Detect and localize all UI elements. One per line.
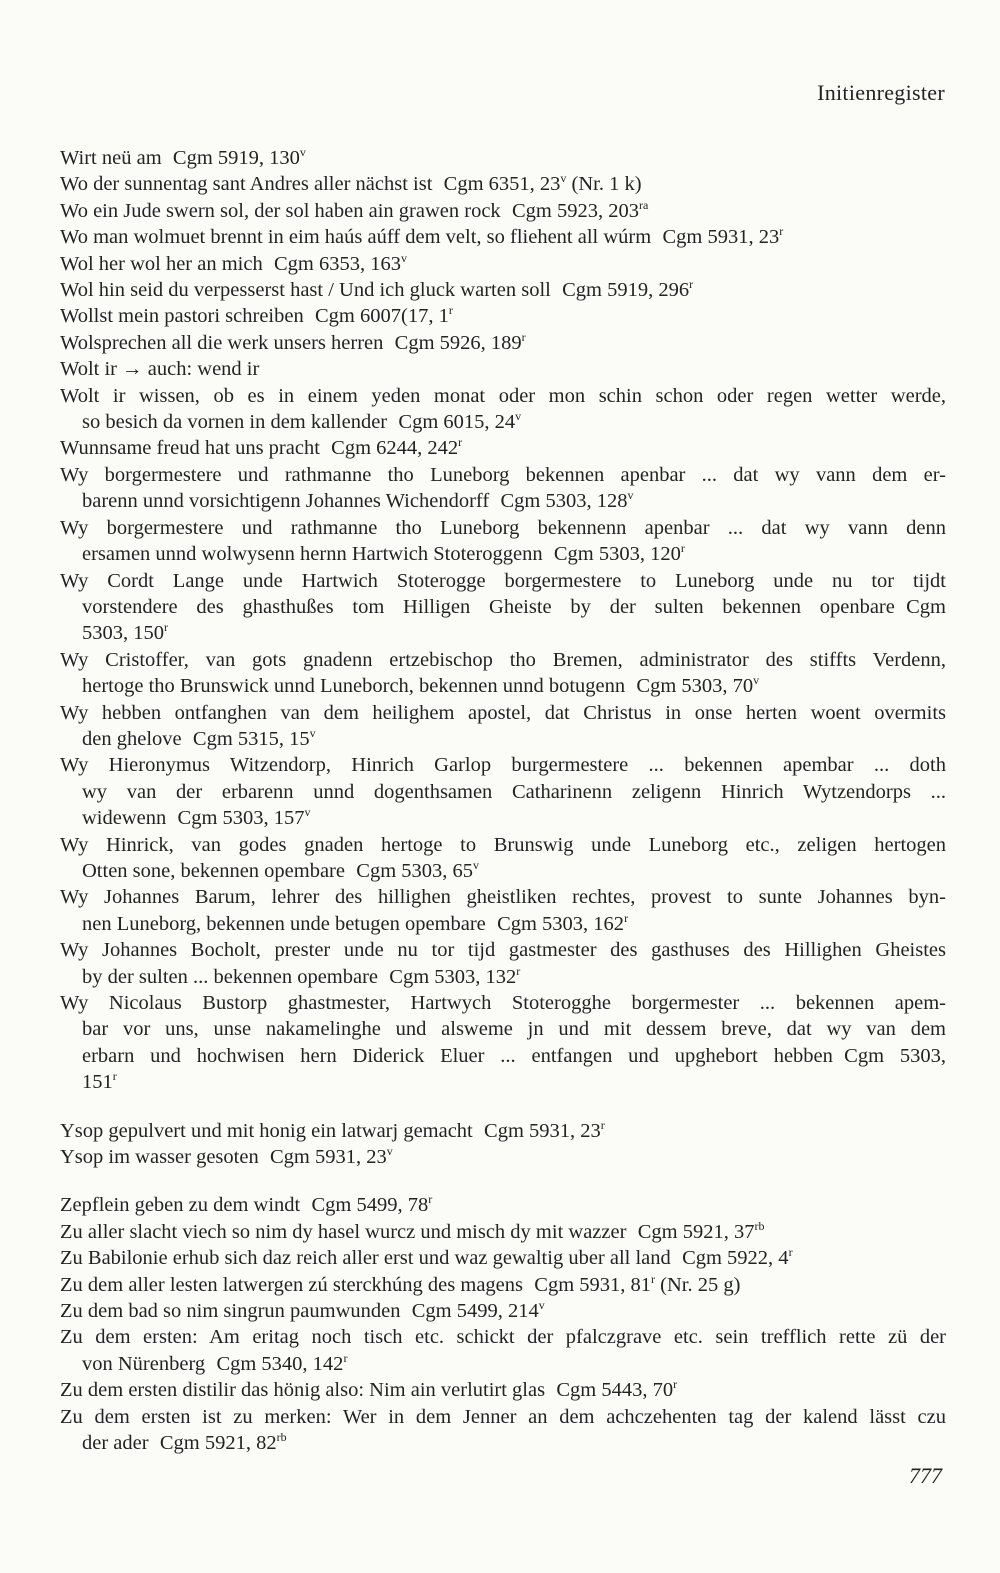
incipit-text: so besich da vornen in dem kallender [82,411,388,434]
incipit-text: wy van der erbarenn unnd dogenthsamen Catharinenn zeligenn Hinrich Wytzendorps ... [82,780,946,803]
register-entry [60,1298,946,1324]
folio-side: r [112,1069,117,1084]
register-entry [60,1219,946,1245]
entry-line [60,1245,946,1271]
manuscript-reference: Cgm 5303, 157 [177,807,305,830]
incipit-text: Wy Johannes Bocholt, prester unde nu tor tijd gastmester des gasthuses des Hillighen Gheistes [60,939,946,962]
incipit-text: Wy Hieronymus Witzendorp, Hinrich Garlop burgermestere ... bekennen apembar ... doth [60,754,946,777]
entry-line [60,383,946,409]
incipit-text: ersamen unnd wolwysenn hernn Hartwich Stoteroggenn [82,543,543,566]
entry-line [60,1069,946,1095]
incipit-text: by der sulten ... bekennen opembare [82,965,379,988]
register-entry [60,937,946,990]
manuscript-reference: Cgm 6353, 163 [273,252,401,275]
manuscript-reference: Cgm 5303, 120 [553,543,681,566]
incipit-text: (Nr. 25 g) [655,1273,741,1296]
folio-side: v [538,1298,545,1313]
entry-line [60,515,946,541]
folio-side: r [516,963,521,978]
register-entry [60,303,946,329]
entry-line [60,1430,946,1456]
manuscript-reference: Cgm 5919, 130 [172,147,300,169]
entry-line [60,964,946,990]
register-entry [60,647,946,700]
folio-side: r [779,224,784,239]
incipit-text: Zu dem ersten distilir das hönig also: Nim ain verlutirt glas [60,1379,546,1402]
entry-line [60,145,946,171]
register-entry [60,1245,946,1271]
folio-side: v [400,250,407,265]
folio-side: v [627,488,634,503]
incipit-text: Zu dem aller lesten latwergen zú sterckhúng des magens [60,1273,523,1296]
manuscript-reference: Cgm 5303, 65 [356,859,474,882]
incipit-text: Zu Babilonie erhub sich daz reich aller erst und waz gewaltig uber all land [60,1247,671,1270]
incipit-text: widewenn [82,807,167,830]
folio-side: r [624,910,629,925]
incipit-text: Ysop gepulvert und mit honig ein latwarj gemacht [60,1119,473,1142]
entry-line [60,409,946,435]
folio-side: ra [638,197,649,212]
folio-side: v [299,145,306,159]
register-entry [60,1192,946,1218]
register-section [60,145,946,1096]
folio-side: v [473,857,480,872]
incipit-text: erbarn und hochwisen hern Diderick Eluer ... entfangen und upghebort hebben [82,1044,833,1067]
incipit-text: Wy hebben ontfanghen van dem heilighem apostel, dat Christus in onse herten woent overmits [60,701,946,724]
manuscript-reference: Cgm 6015, 24 [398,411,516,434]
manuscript-reference: Cgm 5921, 37 [637,1220,755,1243]
register-entry [60,435,946,461]
entry-line [60,647,946,673]
register-entry [60,568,946,647]
incipit-text: von Nürenberg [82,1352,206,1375]
entry-line [60,356,946,382]
entry-line [60,779,946,805]
register-entry [60,251,946,277]
entry-line [60,1118,946,1144]
entry-line [60,488,946,514]
folio-side: r [689,277,694,292]
folio-side: v [304,805,311,820]
manuscript-reference: Cgm [906,595,946,618]
manuscript-reference: Cgm 5303, 162 [497,912,625,935]
entry-line [60,700,946,726]
entry-line [60,1404,946,1430]
register-entry [60,990,946,1096]
manuscript-reference: Cgm 5923, 203 [511,199,639,222]
manuscript-reference: Cgm 5315, 15 [192,727,310,750]
manuscript-reference: Cgm 5931, 23 [662,226,780,249]
running-head-title: Initienregister [817,80,945,105]
incipit-text: Wy borgermestere und rathmanne tho Luneborg bekennenn apenbar ... dat wy vann denn [60,516,946,539]
incipit-text: Wollst mein pastori schreiben [60,305,304,328]
incipit-text: Wolt ir wissen, ob es in einem yeden monat oder mon schin schon oder regen wetter werde, [60,384,946,407]
folio-side: v [560,171,567,186]
entry-line [60,224,946,250]
manuscript-reference: Cgm 5499, 214 [411,1300,539,1323]
folio-side: r [521,329,526,344]
register-section [60,1118,946,1171]
incipit-text: 5303, 150 [82,622,164,645]
manuscript-reference: Cgm 5931, 81 [534,1273,652,1296]
register-entry [60,171,946,197]
incipit-text: 151 [82,1071,113,1094]
folio-side: r [680,541,685,556]
manuscript-reference: Cgm 5303, [844,1044,946,1067]
manuscript-reference: Cgm 5303, 70 [636,675,754,698]
entry-line [60,884,946,910]
register-entry [60,1324,946,1377]
incipit-text: Wol hin seid du verpesserst hast / Und ich gluck warten soll [60,279,551,302]
folio-side: r [651,1271,656,1286]
entry-line [60,752,946,778]
incipit-text: den ghelove [82,727,182,750]
entry-line [60,435,946,461]
incipit-text: nen Luneborg, bekennen unde betugen opembare [82,912,486,935]
manuscript-reference: Cgm 5499, 78 [311,1194,429,1217]
register-entry [60,1377,946,1403]
entry-line [60,726,946,752]
entry-line [60,937,946,963]
entry-line [60,673,946,699]
incipit-text: Zepflein geben zu dem windt [60,1194,301,1217]
incipit-text: (Nr. 1 k) [566,173,642,196]
folio-side: v [386,1144,393,1159]
entry-line [60,1144,946,1170]
folio-side: r [600,1117,605,1132]
folio-side: rb [754,1218,765,1233]
entry-line [60,1272,946,1298]
incipit-text: Wo ein Jude swern sol, der sol haben ain grawen rock [60,199,501,222]
incipit-text: vorstendere des ghasthußes tom Hilligen Gheiste by der sulten bekennen openbare [82,595,895,618]
entry-line [60,858,946,884]
entry-line [60,1043,946,1069]
entry-line [60,832,946,858]
register-entry [60,752,946,831]
register-entry [60,700,946,753]
register-entry [60,356,946,382]
register-entry [60,224,946,250]
manuscript-reference: Cgm 5443, 70 [556,1379,674,1402]
register-entry [60,462,946,515]
folio-side: r [458,435,463,450]
entry-line [60,1298,946,1324]
entry-line [60,541,946,567]
incipit-text: barenn unnd vorsichtigenn Johannes Wichendorff [82,490,490,513]
register-entry [60,330,946,356]
incipit-text: Zu dem ersten: Am eritag noch tisch etc. schickt der pfalczgrave etc. sein trefflich rette zü der [60,1326,946,1349]
manuscript-reference: Cgm 5303, 128 [500,490,628,513]
manuscript-reference: Cgm 6007(17, 1 [315,305,449,328]
incipit-text: Zu dem bad so nim singrun paumwunden [60,1300,401,1323]
entry-line [60,1192,946,1218]
incipit-text: Wolt ir → auch: wend ir [60,358,260,381]
folio-side: r [343,1350,348,1365]
incipit-text: Wol her wol her an mich [60,252,263,275]
manuscript-reference: Cgm 5931, 23 [269,1146,387,1169]
manuscript-reference: Cgm 5340, 142 [216,1352,344,1375]
register-entry [60,1404,946,1457]
register-entry [60,1118,946,1144]
entry-line [60,1351,946,1377]
incipit-text: Wolsprechen all die werk unsers herren [60,331,384,354]
incipit-text: Wirt neü am [60,147,162,169]
register-entries [60,145,946,1457]
folio-side: r [673,1377,678,1392]
entry-line [60,198,946,224]
folio-side: r [448,303,453,318]
incipit-text: Wo der sunnentag sant Andres aller nächst ist [60,173,433,196]
incipit-text: Otten sone, bekennen opembare [82,859,345,882]
entry-line [60,805,946,831]
register-section [60,1192,946,1456]
folio-side: v [753,673,760,688]
manuscript-reference: Cgm 6244, 242 [331,437,459,460]
register-entry [60,884,946,937]
folio-side: r [164,620,168,635]
incipit-text: bar vor uns, unse nakamelinghe und alsweme jn und mit dessem breve, dat wy van dem [82,1018,946,1041]
page-number: 777 [909,1463,942,1488]
folio-side: r [788,1245,793,1260]
folio-side: v [309,725,316,740]
incipit-text: Wy Johannes Barum, lehrer des hillighen gheistliken rechtes, provest to sunte Johannes byn- [60,886,946,909]
entry-line [60,568,946,594]
entry-line [60,1377,946,1403]
entry-line [60,330,946,356]
entry-line [60,620,946,646]
entry-line [60,594,946,620]
entry-line [60,990,946,1016]
entry-line [60,1016,946,1042]
entry-line [60,462,946,488]
incipit-text: Wy Nicolaus Bustorp ghastmester, Hartwych Stoterogghe borgermester ... bekennen apem- [60,992,946,1014]
incipit-text: Wo man wolmuet brennt in eim haús aúff dem velt, so fliehent all wúrm [60,226,652,249]
manuscript-reference: Cgm 5303, 132 [389,965,517,988]
register-entry [60,198,946,224]
entry-line [60,277,946,303]
register-entry [60,383,946,436]
folio-side: r [428,1192,433,1207]
entry-line [60,1324,946,1350]
incipit-text: Wy Hinrick, van godes gnaden hertoge to Brunswig unde Luneborg etc., zeligen hertogen [60,833,946,856]
incipit-text: Wy Cordt Lange unde Hartwich Stoterogge borgermestere to Luneborg unde nu tor tijdt [60,569,946,592]
folio-side: v [515,409,522,424]
manuscript-reference: Cgm 6351, 23 [443,173,561,196]
incipit-text: der ader [82,1432,149,1455]
register-entry [60,515,946,568]
incipit-text: Wy borgermestere und rathmanne tho Luneborg bekennen apenbar ... dat wy vann dem er- [60,463,946,486]
manuscript-reference: Cgm 5931, 23 [484,1119,601,1142]
folio-side: rb [276,1430,287,1445]
entry-line [60,1219,946,1245]
entry-line [60,251,946,277]
manuscript-reference: Cgm 5926, 189 [394,331,522,354]
manuscript-reference: Cgm 5919, 296 [562,279,690,302]
incipit-text: Zu aller slacht viech so nim dy hasel wurcz und misch dy mit wazzer [60,1220,627,1243]
manuscript-reference: Cgm 5921, 82 [159,1432,277,1455]
incipit-text: hertoge tho Brunswick unnd Luneborch, bekennen unnd botugenn [82,675,626,698]
entry-line [60,911,946,937]
entry-line [60,303,946,329]
incipit-text: Zu dem ersten ist zu merken: Wer in dem Jenner an dem achczehenten tag der kalend lässt czu [60,1405,946,1428]
manuscript-reference: Cgm 5922, 4 [682,1247,789,1270]
register-entry [60,1144,946,1170]
register-entry [60,832,946,885]
incipit-text: Ysop im wasser gesoten [60,1146,259,1169]
incipit-text: Wy Cristoffer, van gots gnadenn ertzebischop tho Bremen, administrator des stiffts Verdenn, [60,648,946,671]
register-entry [60,1272,946,1298]
entry-line [60,171,946,197]
register-entry [60,145,946,171]
register-entry [60,277,946,303]
incipit-text: Wunnsame freud hat uns pracht [60,437,320,460]
